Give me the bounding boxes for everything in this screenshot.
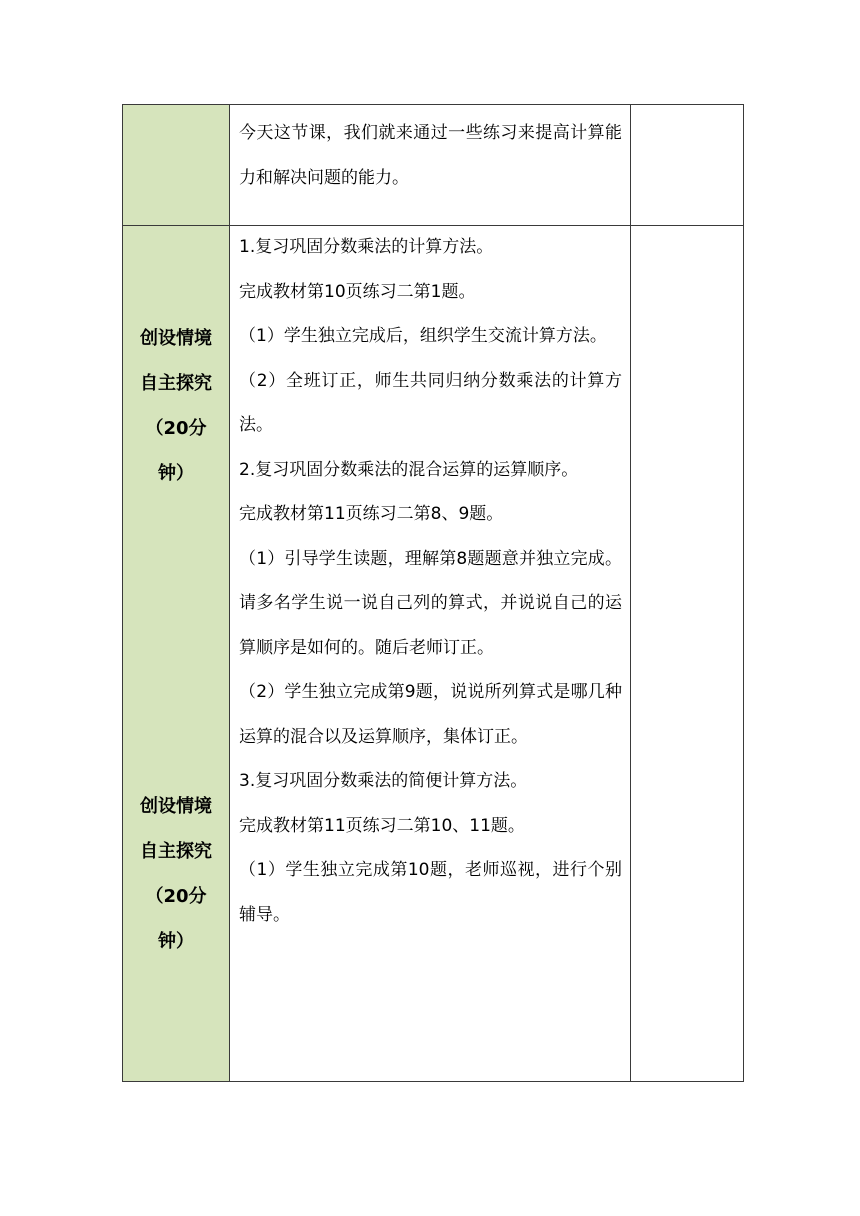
table-row <box>123 105 744 226</box>
content-paragraph: 完成教材第11页练习二第8、9题。 <box>239 504 504 524</box>
stage-label-line: 钟） <box>158 931 194 952</box>
stage-label-cell <box>123 226 230 1082</box>
content-paragraph: 完成教材第11页练习二第10、11题。 <box>239 815 525 836</box>
content-paragraph: （1）学生独立完成第10题，老师巡视，进行个别辅导。 <box>239 860 622 925</box>
content-paragraph: （2）全班订正，师生共同归纳分数乘法的计算方法。 <box>239 370 622 435</box>
content-paragraph: 今天这节课，我们就来通过一些练习来提高计算能力和解决问题的能力。 <box>239 123 622 188</box>
stage-label-cell <box>123 105 230 226</box>
content-paragraph: （1）引导学生读题，理解第8题题意并独立完成。请多名学生说一说自己列的算式，并说说自己的运算顺序是如何的。随后老师订正。 <box>239 548 622 658</box>
content-paragraph: 完成教材第10页练习二第1题。 <box>239 281 476 302</box>
content-paragraph: 3.复习巩固分数乘法的简便计算方法。 <box>239 771 528 791</box>
stage-label-line: 自主探究 <box>140 841 212 862</box>
notes-cell <box>631 105 744 226</box>
stage-label-line: （20分 <box>145 886 207 907</box>
stage-label-line: 钟） <box>158 463 194 484</box>
lesson-plan-table <box>122 104 744 1082</box>
table-row <box>123 226 744 1082</box>
stage-label <box>123 226 229 496</box>
content-paragraph: 1.复习巩固分数乘法的计算方法。 <box>239 237 494 257</box>
stage-label-line: 创设情境 <box>140 796 212 817</box>
content-cell <box>230 226 631 1082</box>
notes-cell <box>631 226 744 1082</box>
content-paragraph: （1）学生独立完成后，组织学生交流计算方法。 <box>239 326 607 346</box>
content-paragraph: （2）学生独立完成第9题，说说所列算式是哪几种运算的混合以及运算顺序，集体订正。 <box>239 682 622 747</box>
content-paragraph: 2.复习巩固分数乘法的混合运算的运算顺序。 <box>239 459 579 480</box>
stage-label-line: （20分 <box>145 418 207 439</box>
stage-label <box>123 496 229 964</box>
stage-label-line: 创设情境 <box>140 328 212 349</box>
content-cell <box>230 105 631 226</box>
stage-label-line: 自主探究 <box>140 373 212 394</box>
